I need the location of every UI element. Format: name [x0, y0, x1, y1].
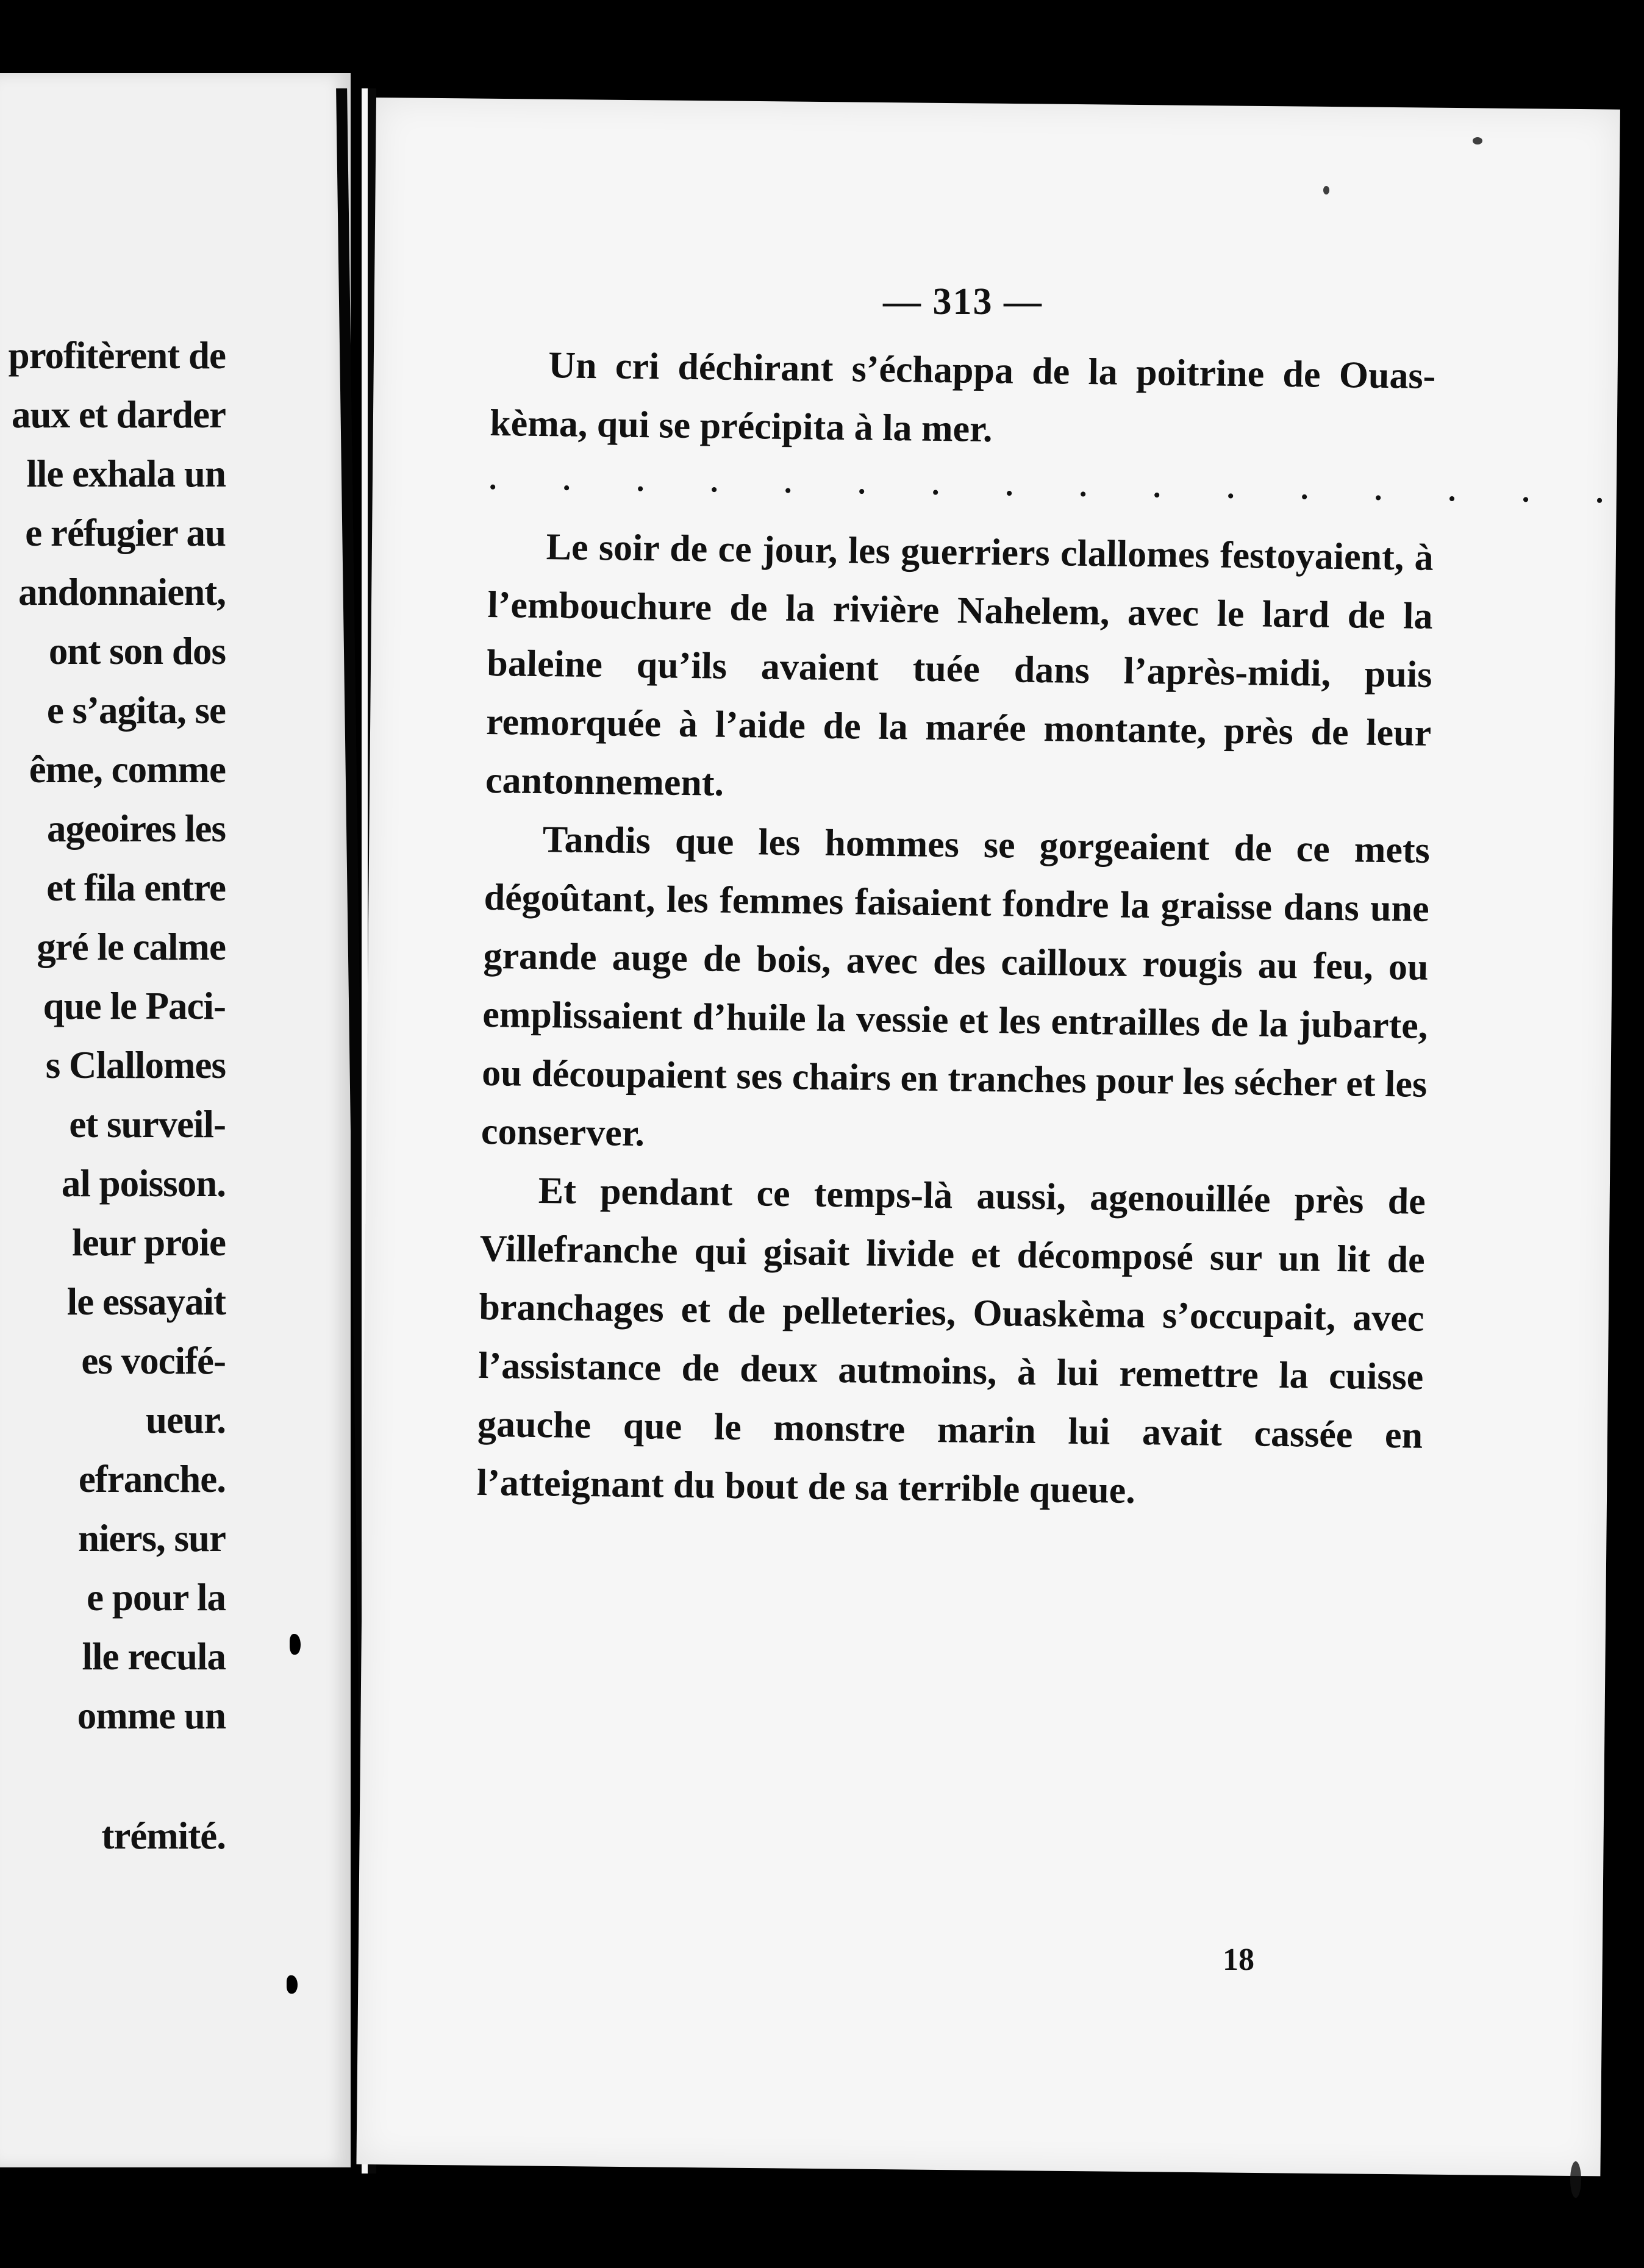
- left-line: aux et darder: [12, 393, 226, 436]
- binding-hole: [287, 1975, 298, 1994]
- left-line: niers, sur: [78, 1517, 226, 1560]
- left-line: al poisson.: [61, 1162, 226, 1205]
- left-line: le essayait: [66, 1280, 226, 1323]
- left-line: que le Paci-: [43, 985, 226, 1027]
- main-text-block: [476, 335, 1633, 1524]
- scan-speck: [1323, 186, 1329, 194]
- left-line: s Clallomes: [45, 1044, 226, 1086]
- ellipsis-separator: . . . . . . . . . . . . . . . .: [488, 461, 1633, 510]
- left-line: e réfugier au: [25, 512, 226, 554]
- left-line: trémité.: [101, 1814, 226, 1857]
- left-line: lle exhala un: [26, 452, 226, 495]
- left-line: leur proie: [72, 1221, 226, 1264]
- left-line: ont son dos: [48, 630, 226, 672]
- left-line: ueur.: [146, 1399, 226, 1441]
- left-line: e pour la: [87, 1576, 226, 1619]
- page-number: — 313 —: [883, 281, 1043, 323]
- scan-speck: [1473, 137, 1482, 144]
- left-line: andonnaient,: [18, 571, 226, 613]
- left-line: et fila entre: [46, 866, 226, 909]
- paragraph: Tandis que les hommes se gorgeaient de ce mets dégoûtant, les femmes faisaient fondre la graisse dans une grande auge de bois, avec des cailloux rougis au feu, ou emplissaient d’huile la vessie et les entrailles de la jubarte, ou découpaient ses chairs en tranches pour les sécher et les conserver.: [481, 819, 1431, 1155]
- signature-mark: 18: [1223, 1942, 1254, 1977]
- left-line: omme un: [77, 1694, 226, 1737]
- left-line: efranche.: [78, 1458, 226, 1500]
- left-line: profitèrent de: [8, 334, 226, 377]
- left-line: gré le calme: [37, 925, 226, 968]
- scan-speck: [1570, 2161, 1581, 2198]
- paragraph: Le soir de ce jour, les guerriers clallomes festoyaient, à l’embouchure de la rivière Nahelem, avec le lard de la baleine qu’ils avaient tuée dans l’après-midi, puis remorquée à l’aide de la marée montante, près de leur cantonnement.: [485, 526, 1434, 804]
- left-line: e s’agita, se: [46, 689, 226, 732]
- paragraph: Et pendant ce temps-là aussi, agenouillée près de Villefranche qui gisait livide et décomposé sur un lit de branchages et de pelleteries, Ouaskèma s’occupait, avec l’assistance de deux autmoins, à lui remettre la cuisse gauche que le monstre marin lui avait cassée en l’atteignant du bout de sa terrible queue.: [476, 1170, 1426, 1512]
- left-line: ême, comme: [29, 748, 226, 791]
- left-line: ageoires les: [46, 807, 226, 850]
- left-line: et surveil-: [69, 1103, 226, 1146]
- left-page-text: [0, 326, 238, 1866]
- binding-hole: [290, 1634, 301, 1655]
- paragraph: Un cri déchirant s’échappa de la poitrine de Ouas-kèma, qui se précipita à la mer.: [489, 344, 1436, 451]
- left-line: es vocifé-: [81, 1339, 226, 1382]
- left-line: lle recula: [82, 1635, 226, 1678]
